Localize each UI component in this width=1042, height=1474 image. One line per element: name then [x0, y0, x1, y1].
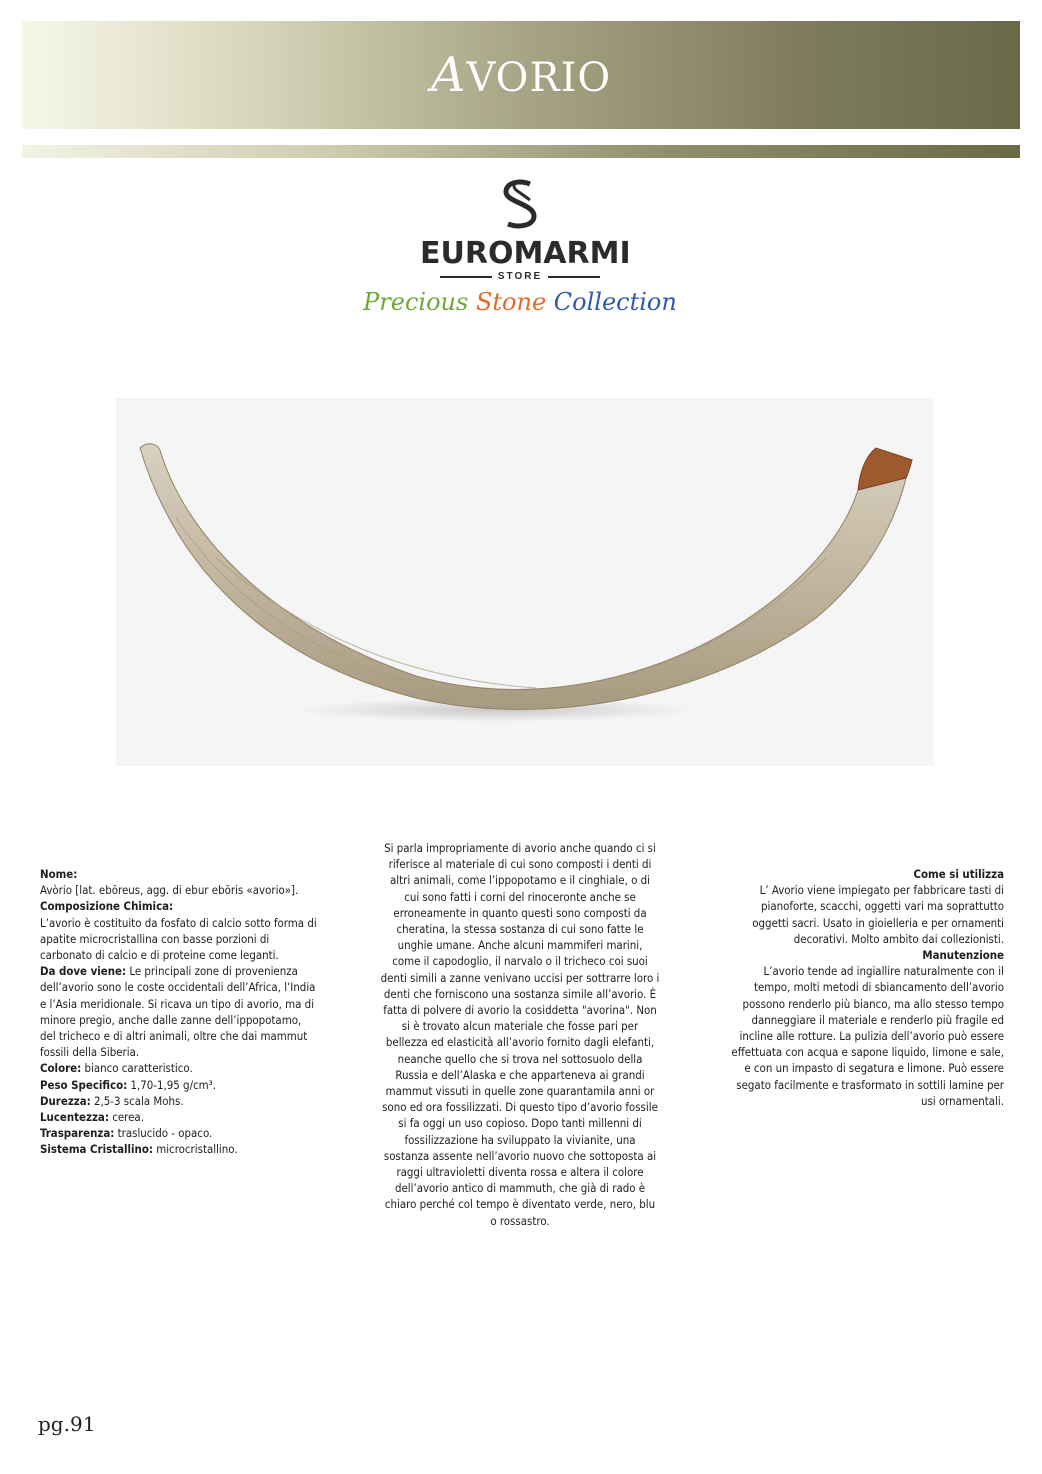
col2-line: si fa oggi un uso copioso. Dopo tanti millenni di: [398, 1116, 642, 1131]
col2-line: erroneamente in quanto questi sono composti da: [393, 905, 647, 920]
col1-line: Sistema Cristallino: microcristallino.: [40, 1142, 238, 1157]
col1-line: Da dove viene: Le principali zone di provenienza: [40, 964, 298, 979]
col1-line: dell’avorio sono le coste occidentali dell’Africa, l’India: [40, 980, 316, 995]
column-properties: [40, 866, 358, 1158]
col3-line: usi ornamentali.: [920, 1093, 1004, 1108]
col2-line: come il capodoglio, il narvalo o il tricheco coi suoi: [392, 954, 648, 969]
collection-title: [360, 288, 680, 316]
col2-line: riferisce al materiale di cui sono composti i denti di: [388, 857, 652, 872]
col1-line: Lucentezza: cerea.: [40, 1110, 144, 1125]
column-description: [362, 840, 678, 1229]
col2-line: cui sono fatti i corni del rinoceronte anche se: [404, 889, 636, 904]
col1-line: carbonato di calcio e di proteine come leganti.: [40, 948, 279, 963]
ivory-tusk-icon: [116, 398, 934, 766]
col2-line: cheratina, la stessa sostanza di cui sono fatte le: [396, 922, 644, 937]
col3-line: danneggiare il materiale e renderlo più fragile ed: [751, 1012, 1004, 1027]
col3-line: tempo, molti metodi di sbiancamento dell’avorio: [753, 980, 1004, 995]
page-number: pg.91: [38, 1412, 96, 1436]
col2-line: fatta di polvere di avorio la cosiddetta "avorina". Non: [383, 1003, 657, 1018]
col2-line: denti che forniscono una sostanza simile all’avorio. È: [383, 986, 657, 1001]
col1-line: Peso Specifico: 1,70-1,95 g/cm³.: [40, 1077, 216, 1092]
col2-line: si è trovato alcun materiale che fosse pari per: [401, 1019, 639, 1034]
col2-line: Si parla impropriamente di avorio anche quando ci si: [384, 841, 656, 855]
page-title: [431, 47, 611, 103]
col1-line: L’avorio è costituito da fosfato di calcio sotto forma di: [40, 915, 317, 930]
page-title-initial: A: [430, 47, 467, 103]
euromarmi-s-icon: [490, 178, 550, 230]
col3-line: segato facilmente e trasformato in sottili lamine per: [736, 1077, 1004, 1092]
col3-line: e con un impasto di segatura e limone. Può essere: [744, 1061, 1004, 1076]
store-bar-right: [548, 276, 600, 278]
col2-line: raggi ultravioletti diventa rossa e altera il colore: [396, 1165, 644, 1180]
col2-line: o rossastro.: [490, 1213, 550, 1228]
brand-store-label: STORE: [497, 271, 543, 282]
col1-line: e l’Asia meridionale. Si ricava un tipo di avorio, ma di: [40, 996, 315, 1011]
brand-logo: [420, 178, 631, 282]
col2-line: denti simili a zanne venivano uccisi per sottrarre loro i: [380, 970, 660, 985]
column-usage: [688, 866, 1004, 1109]
col2-line: sostanza assente nell’avorio nuovo che sottoposta ai: [383, 1148, 657, 1163]
collection-collection: Collection: [553, 288, 677, 316]
col1-line: Durezza: 2,5-3 scala Mohs.: [40, 1093, 184, 1108]
col1-line: Colore: bianco caratteristico.: [40, 1061, 193, 1076]
collection-precious: Precious: [363, 288, 469, 316]
page-title-rest: VORIO: [466, 55, 612, 101]
col3-line: L’ Avorio viene impiegato per fabbricare tasti di: [759, 883, 1004, 898]
col1-line: del tricheco e di altri animali, oltre che dai mammut: [40, 1029, 308, 1044]
col2-line: fossilizzazione ha sviluppato la vivianite, una: [404, 1132, 636, 1147]
store-bar-left: [440, 276, 492, 278]
col3-line: decorativi. Molto ambito dai collezionisti.: [793, 931, 1004, 946]
col3-line: pianoforte, scacchi, oggetti vari ma soprattutto: [760, 899, 1004, 914]
col2-line: dell’avorio antico di mammuth, che già di rado è: [394, 1181, 646, 1196]
col2-line: mammut vissuti in quelle zone quarantamila anni or: [385, 1084, 655, 1099]
col1-line: Trasparenza: traslucido - opaco.: [40, 1126, 213, 1141]
divider-band: [22, 145, 1020, 158]
collection-stone: Stone: [475, 288, 547, 316]
col2-line: neanche quello che si trova nel sottosuolo della: [397, 1051, 643, 1066]
col3-line: L’avorio tende ad ingiallire naturalmente con il: [763, 964, 1004, 979]
brand-store: [420, 271, 620, 282]
col1-line: apatite microcristallina con basse porzioni di: [40, 931, 270, 946]
col2-line: Russia e dell’Alaska e che apparteneva ai grandi: [395, 1067, 645, 1082]
col3-line: effettuata con acqua e sapone liquido, limone e sale,: [731, 1045, 1004, 1060]
col1-line: minore pregio, anche dalle zanne dell’ippopotamo,: [40, 1012, 302, 1027]
col1-line: Nome:: [40, 867, 78, 881]
col3-line: Come si utilizza: [913, 867, 1004, 881]
header-band: [22, 21, 1020, 129]
col3-line: incline alle rotture. La pulizia dell’avorio può essere: [739, 1029, 1004, 1044]
col3-line: Manutenzione: [922, 948, 1004, 963]
col3-line: possono renderlo più bianco, ma allo stesso tempo: [742, 996, 1004, 1011]
col3-line: oggetti sacri. Usato in gioielleria e per ornamenti: [752, 915, 1004, 930]
col2-line: altri animali, come l’ippopotamo e il cinghiale, o di: [390, 873, 650, 888]
col2-line: sono ed ora fossilizzati. Di questo tipo d’avorio fossile: [382, 1100, 658, 1115]
col2-line: bellezza ed elasticità all’avorio fornito dagli elefanti,: [385, 1035, 655, 1050]
col1-line: fossili della Siberia.: [40, 1045, 140, 1060]
col2-line: chiaro perché col tempo è diventato verde, nero, blu: [384, 1197, 656, 1212]
col2-line: unghie umane. Anche alcuni mammiferi marini,: [397, 938, 643, 953]
brand-name: EUROMARMI: [420, 236, 631, 271]
ivory-tusk-photo: [116, 398, 934, 766]
col1-line: Avòrio [lat. ebŏreus, agg. di ebur ebŏris «avorio»].: [40, 883, 299, 898]
col1-line: Composizione Chimica:: [40, 899, 174, 914]
